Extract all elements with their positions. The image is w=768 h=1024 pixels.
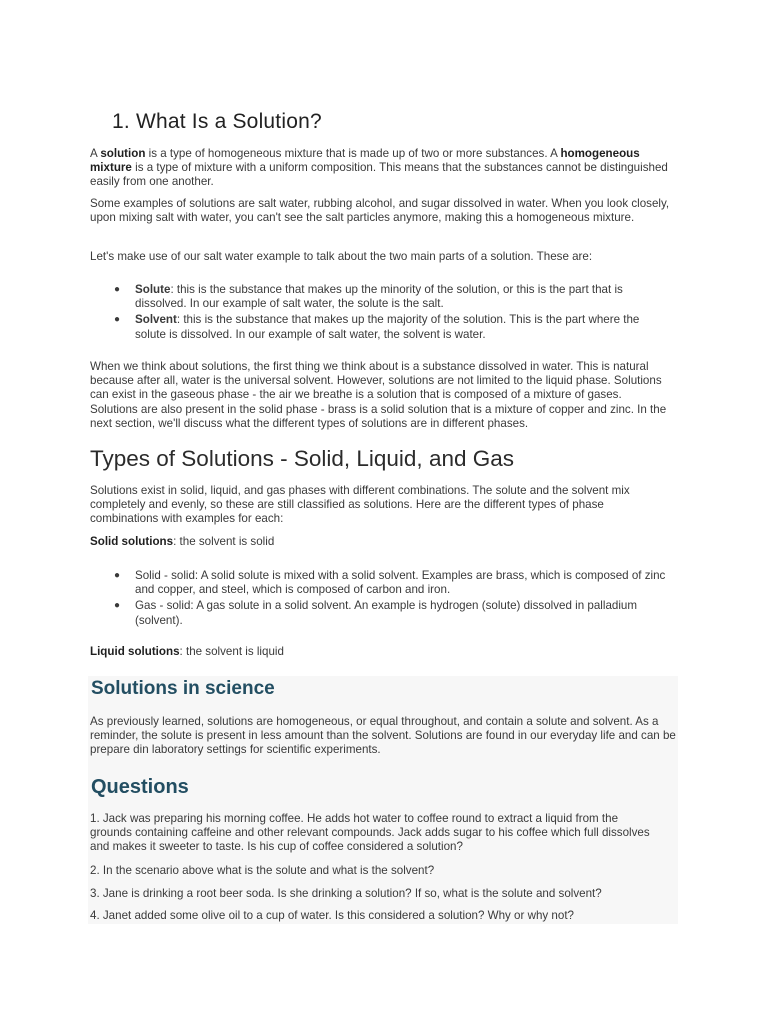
paragraph-liquid-solutions xyxy=(90,645,670,659)
paragraph-types-intro: Solutions exist in solid, liquid, and gas phases with different combinations. The solute and the solvent mix completely and evenly, so these are still classified as solutions. Here are the different types of phase combinations with examples for each: xyxy=(90,484,630,526)
section-heading-what-is-solution: 1. What Is a Solution? xyxy=(112,110,322,133)
text-run: : the solvent is solid xyxy=(173,535,275,548)
paragraph-two-parts: Let's make use of our salt water example to talk about the two main parts of a solution. These are: xyxy=(90,250,593,263)
term-liquid-solutions: Liquid solutions xyxy=(90,645,180,658)
question-3: 3. Jane is drinking a root beer soda. Is she drinking a solution? If so, what is the solute and solvent? xyxy=(90,887,602,900)
bullet-icon: ● xyxy=(114,284,121,295)
paragraph-examples: Some examples of solutions are salt water, rubbing alcohol, and sugar dissolved in water. When you look closely, upon mixing salt with water, you can't see the salt particles anymore, making this a homogeneous mixture. xyxy=(90,197,670,225)
bullet-icon: ● xyxy=(114,570,121,581)
term-solution: solution xyxy=(100,147,146,160)
text-run: is a type of homogeneous mixture that is made up of two or more substances. A xyxy=(145,147,561,160)
paragraph-science: As previously learned, solutions are homogeneous, or equal throughout, and contain a solute and solvent. As a reminder, the solute is present in less amount than the solvent. Solutions are found in our everyday life and can be prepare din laboratory settings for scientific experiments. xyxy=(90,715,676,757)
question-1: 1. Jack was preparing his morning coffee. He adds hot water to coffee round to extract a liquid from the grounds containing caffeine and other relevant compounds. Jack adds sugar to his coffee which full dissolves and makes it sweeter to taste. Is his cup of coffee considered a solution? xyxy=(90,812,650,854)
text-run: A xyxy=(90,147,101,160)
term-solid-solutions: Solid solutions xyxy=(90,535,174,548)
bullet-list-parts xyxy=(90,283,670,344)
list-item xyxy=(90,283,670,311)
term-homogeneous-mixture: homogeneous mixture xyxy=(90,147,640,175)
bullet-icon: ● xyxy=(114,314,121,326)
question-2: 2. In the scenario above what is the solute and what is the solvent? xyxy=(90,864,435,877)
bullet-icon: ● xyxy=(114,600,121,612)
list-item-text: Gas - solid: A gas solute in a solid solvent. An example is hydrogen (solute) dissolved in palladium (solvent). xyxy=(135,599,638,627)
section-heading-questions: Questions xyxy=(91,776,189,798)
text-run: is a type of mixture with a uniform composition. This means that the substances cannot be distinguished easily from one another. xyxy=(90,161,668,189)
term-solute: Solute xyxy=(135,283,171,296)
section-heading-science: Solutions in science xyxy=(91,678,275,699)
list-item xyxy=(90,569,670,597)
paragraph-phases: When we think about solutions, the first thing we think about is a substance dissolved in water. This is natural because after all, water is the universal solvent. However, solutions are not limited to the liquid phase. Solutions can exist in the gaseous phase - the air we breathe is a solution that is composed of a mixture of gases. Solutions are also present in the solid phase - brass is a solid solution that is a mixture of copper and zinc. In the next section, we'll discuss what the different types of solutions are in different phases. xyxy=(90,360,667,430)
term-solvent: Solvent xyxy=(135,313,177,327)
list-item xyxy=(90,313,670,341)
question-4: 4. Janet added some olive oil to a cup of water. Is this considered a solution? Why or why not? xyxy=(90,909,574,922)
list-item-text: : this is the substance that makes up the majority of the solution. This is the part where the solute is dissolved. In our example of salt water, the solvent is water. xyxy=(135,313,640,341)
paragraph-solid-solutions xyxy=(90,535,670,549)
paragraph-definition xyxy=(90,147,670,190)
section-heading-types: Types of Solutions - Solid, Liquid, and Gas xyxy=(90,446,514,471)
list-item-text: : this is the substance that makes up the minority of the solution, or this is the part that is dissolved. In our example of salt water, the solute is the salt. xyxy=(135,283,623,311)
text-run: : the solvent is liquid xyxy=(179,645,284,658)
list-item-text: Solid - solid: A solid solute is mixed with a solid solvent. Examples are brass, which is composed of zinc and copper, and steel, which is composed of carbon and iron. xyxy=(135,569,666,597)
bullet-list-solid xyxy=(90,569,670,630)
list-item xyxy=(90,599,670,627)
